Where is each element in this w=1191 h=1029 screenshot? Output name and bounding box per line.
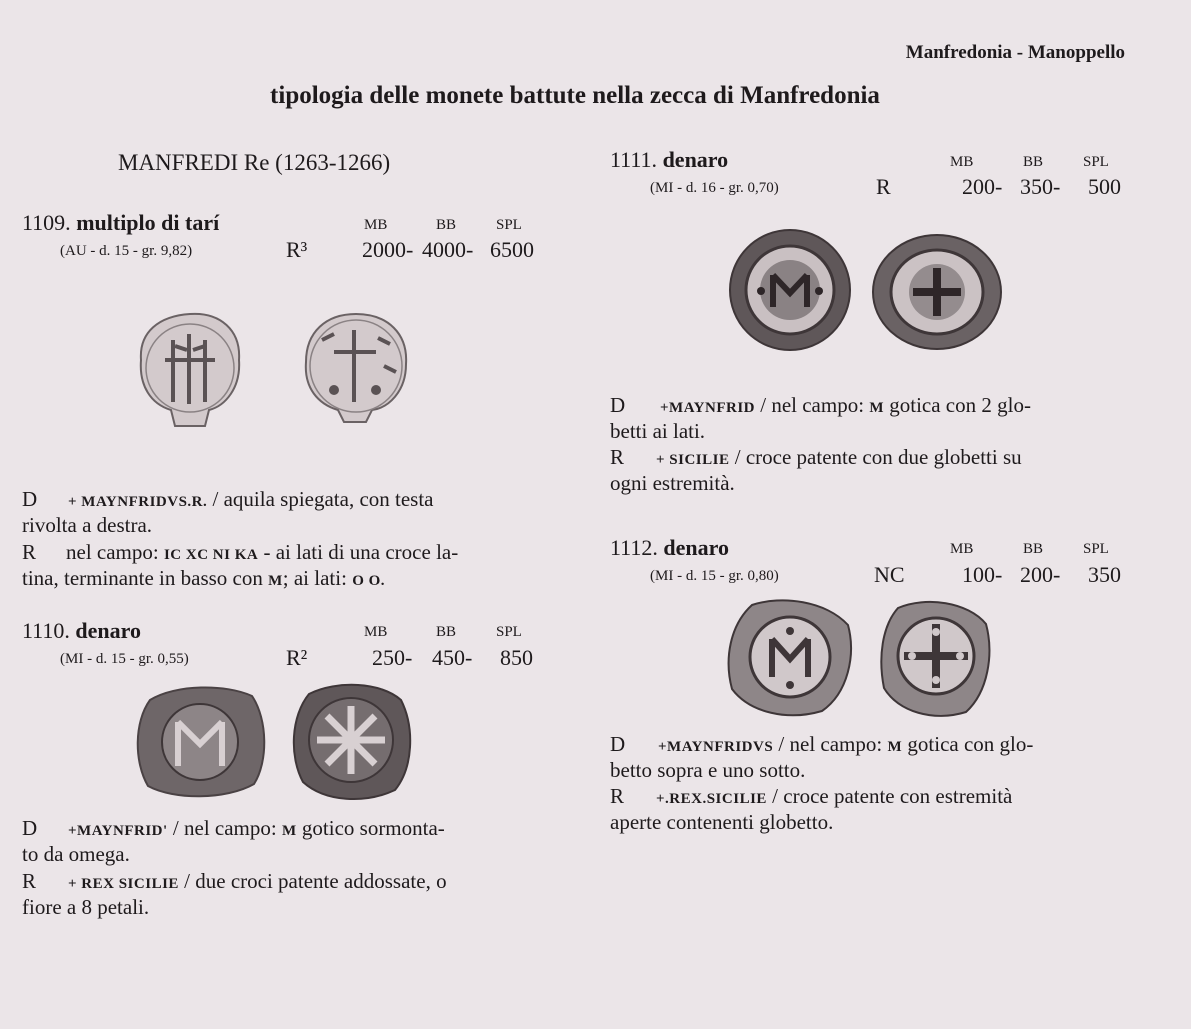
- price-spl: 350: [1088, 562, 1121, 587]
- reverse-line-1: [66, 539, 458, 568]
- coin-reverse-image: [285, 678, 417, 804]
- price-mb: 2000-: [362, 237, 414, 262]
- grade-mb: MB: [364, 624, 388, 640]
- obverse-legend: + MAYNFRIDVS.R.: [68, 494, 208, 510]
- grade-bb: BB: [436, 624, 457, 640]
- reverse-text: nel campo:: [66, 540, 159, 564]
- entry-name: denaro: [663, 535, 729, 560]
- entry-meta: (MI - d. 16 - gr. 0,70): [650, 180, 779, 196]
- price-mb: 200-: [962, 174, 1003, 199]
- coin-reverse-image: [870, 232, 1005, 352]
- page-title: tipologia delle monete battute nella zecca di Manfredonia: [270, 82, 880, 109]
- obverse-letter-m: M: [281, 823, 297, 839]
- price-spl: 6500: [490, 237, 534, 262]
- reverse-line-2: aperte contenenti globetto.: [610, 810, 834, 834]
- reverse-line-1: [68, 868, 447, 897]
- obverse-line-1: [68, 486, 434, 515]
- reverse-key: R: [22, 869, 37, 893]
- rarity: R³: [286, 237, 308, 262]
- obverse-letter-m: M: [887, 739, 903, 755]
- reverse-key: R: [22, 540, 37, 564]
- obverse-line-2: rivolta a destra.: [22, 513, 153, 537]
- obverse-line-1: [68, 815, 445, 844]
- obverse-text: gotica con glo-: [907, 732, 1034, 756]
- reverse-legend: + SICILIE: [656, 452, 730, 468]
- rarity: R: [876, 174, 891, 199]
- entry-name: denaro: [75, 618, 141, 643]
- entry-name: denaro: [662, 147, 729, 172]
- obverse-legend: +MAYNFRID': [68, 823, 168, 839]
- coin-reverse-image: [876, 596, 994, 721]
- obverse-text: gotica con 2 glo-: [889, 393, 1031, 417]
- obverse-legend: +MAYNFRIDVS: [658, 739, 774, 755]
- reverse-letter-m: M: [268, 573, 283, 589]
- coin-obverse-image: [135, 310, 245, 430]
- grade-bb: BB: [1023, 541, 1044, 557]
- reverse-text: / due croci patente addossate, o: [184, 869, 447, 893]
- obverse-line-2: betti ai lati.: [610, 419, 706, 443]
- reverse-line-1: [656, 444, 1022, 473]
- reverse-text: ; ai lati:: [282, 566, 347, 590]
- grade-spl: SPL: [1083, 154, 1109, 170]
- obverse-text: / nel campo:: [760, 393, 865, 417]
- reverse-line-1: [656, 783, 1012, 812]
- ruler-heading: MANFREDI Re (1263-1266): [118, 150, 391, 175]
- grade-mb: MB: [950, 154, 974, 170]
- grade-spl: SPL: [496, 624, 522, 640]
- entry-number: 1110.: [22, 618, 70, 643]
- obverse-key: D: [610, 732, 626, 756]
- reverse-legend: + REX SICILIE: [68, 876, 179, 892]
- obverse-line-2: betto sopra e uno sotto.: [610, 758, 806, 782]
- entry-title: [610, 535, 729, 561]
- entry-meta: (MI - d. 15 - gr. 0,80): [650, 568, 779, 584]
- rarity: NC: [874, 562, 905, 587]
- coin-obverse-image: [725, 225, 855, 355]
- obverse-text: / nel campo:: [778, 732, 883, 756]
- coin-reverse-image: [300, 310, 412, 425]
- price-bb: 4000-: [422, 237, 474, 262]
- obverse-text: / aquila spiegata, con testa: [212, 487, 434, 511]
- obverse-text: / nel campo:: [172, 816, 277, 840]
- reverse-text: / croce patente con estremità: [772, 784, 1013, 808]
- reverse-line-2: [22, 565, 385, 594]
- reverse-legend: +.REX.SICILIE: [656, 791, 767, 807]
- price-mb: 100-: [962, 562, 1003, 587]
- obverse-legend: +MAYNFRID: [660, 400, 755, 416]
- reverse-legend: IC XC NI KA: [163, 547, 259, 563]
- coin-obverse-image: [722, 595, 857, 720]
- entry-title: [22, 210, 219, 236]
- reverse-text: / croce patente con due globetti su: [734, 445, 1022, 469]
- reverse-text: - ai lati di una croce la-: [263, 540, 459, 564]
- grade-bb: BB: [436, 217, 457, 233]
- obverse-line-1: [660, 392, 1031, 421]
- page-header: Manfredonia - Manoppello: [905, 42, 1125, 63]
- entry-title: [610, 147, 728, 173]
- entry-meta: (AU - d. 15 - gr. 9,82): [60, 243, 193, 259]
- obverse-text: gotico sormonta-: [301, 816, 445, 840]
- grade-bb: BB: [1023, 154, 1044, 170]
- entry-number: 1109.: [22, 210, 71, 235]
- price-spl: 500: [1088, 174, 1121, 199]
- coin-obverse-image: [130, 682, 270, 800]
- reverse-globetti: O O.: [352, 573, 386, 589]
- reverse-key: R: [610, 784, 625, 808]
- reverse-key: R: [610, 445, 625, 469]
- obverse-line-1: [658, 731, 1033, 760]
- entry-name: multiplo di tarí: [76, 210, 220, 235]
- obverse-line-2: to da omega.: [22, 842, 130, 866]
- price-bb: 350-: [1020, 174, 1061, 199]
- entry-title: [22, 618, 141, 644]
- obverse-key: D: [22, 816, 38, 840]
- price-bb: 200-: [1020, 562, 1061, 587]
- entry-number: 1112.: [610, 535, 658, 560]
- grade-spl: SPL: [496, 217, 522, 233]
- entry-meta: (MI - d. 15 - gr. 0,55): [60, 651, 189, 667]
- price-bb: 450-: [432, 645, 473, 670]
- reverse-line-2: ogni estremità.: [610, 471, 735, 495]
- rarity: R²: [286, 645, 308, 670]
- grade-mb: MB: [950, 541, 974, 557]
- grade-mb: MB: [364, 217, 388, 233]
- obverse-letter-m: M: [869, 400, 884, 416]
- reverse-line-2: fiore a 8 petali.: [22, 895, 150, 919]
- grade-spl: SPL: [1083, 541, 1109, 557]
- obverse-key: D: [610, 393, 626, 417]
- entry-number: 1111.: [610, 147, 658, 172]
- obverse-key: D: [22, 487, 38, 511]
- price-mb: 250-: [372, 645, 413, 670]
- reverse-text: tina, terminante in basso con: [22, 566, 263, 590]
- price-spl: 850: [500, 645, 533, 670]
